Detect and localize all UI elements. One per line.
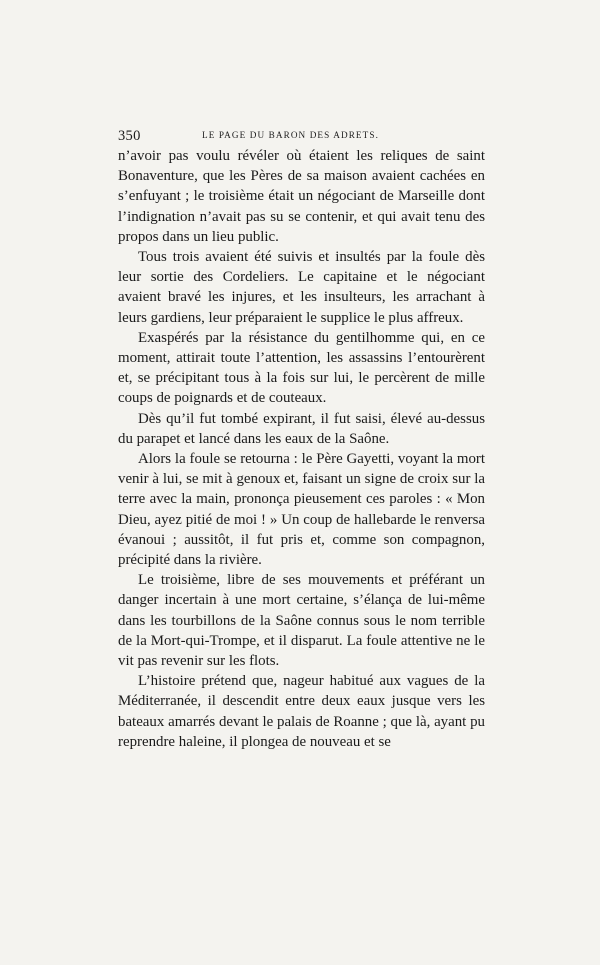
paragraph: Exaspérés par la résistance du gentilhomme qui, en ce moment, attirait toute l’attention, les assassins l’entourèrent et, se précipitant tous à la fois sur lui, le percèrent de mille coups de poignards et de couteaux. [118,329,485,407]
paragraph: Dès qu’il fut tombé expirant, il fut saisi, élevé au-dessus du parapet et lancé dans les eaux de la Saône. [118,410,485,447]
body-text [118,146,485,752]
paragraph: Alors la foule se retourna : le Père Gayetti, voyant la mort venir à lui, se mit à genoux et, faisant un signe de croix sur la terre avec la main, prononça pieusement ces paroles : « Mon Dieu, ayez pitié de moi ! » Un coup de hallebarde le renversa évanoui ; aussitôt, il fut pris et, comme son compagnon, précipité dans la rivière. [118,451,485,569]
paragraph: Tous trois avaient été suivis et insultés par la foule dès leur sortie des Cordeliers. Le capitaine et le négociant avaient bravé les injures, et les insulteurs, les arrachant à leurs gardiens, leur préparaient le supplice le plus affreux. [118,249,485,326]
running-title: LE PAGE DU BARON DES ADRETS. [202,130,379,140]
paragraph: Le troisième, libre de ses mouvements et préférant un danger incertain à une mort certaine, s’élança de lui-même dans les tourbillons de la Saône connus sous le nom terrible de la Mort-qui-Trompe, et il disparut. La foule attentive ne le vit pas revenir sur les flots. [118,572,485,670]
paragraph: n’avoir pas voulu révéler où étaient les reliques de saint Bonaventure, que les Pères de sa maison avaient cachées en s’enfuyant ; le troisième était un négociant de Marseille dont l’indignation n’avait pas su se contenir, et qui avait tenu des propos dans un lieu public. [118,148,485,245]
page-number: 350 [118,128,141,144]
paragraph: L’histoire prétend que, nageur habitué aux vagues de la Méditerranée, il descendit entre deux eaux jusque vers les bateaux amarrés devant le palais de Roanne ; que là, ayant pu reprendre haleine, il plongea de nouveau et se [118,673,485,750]
